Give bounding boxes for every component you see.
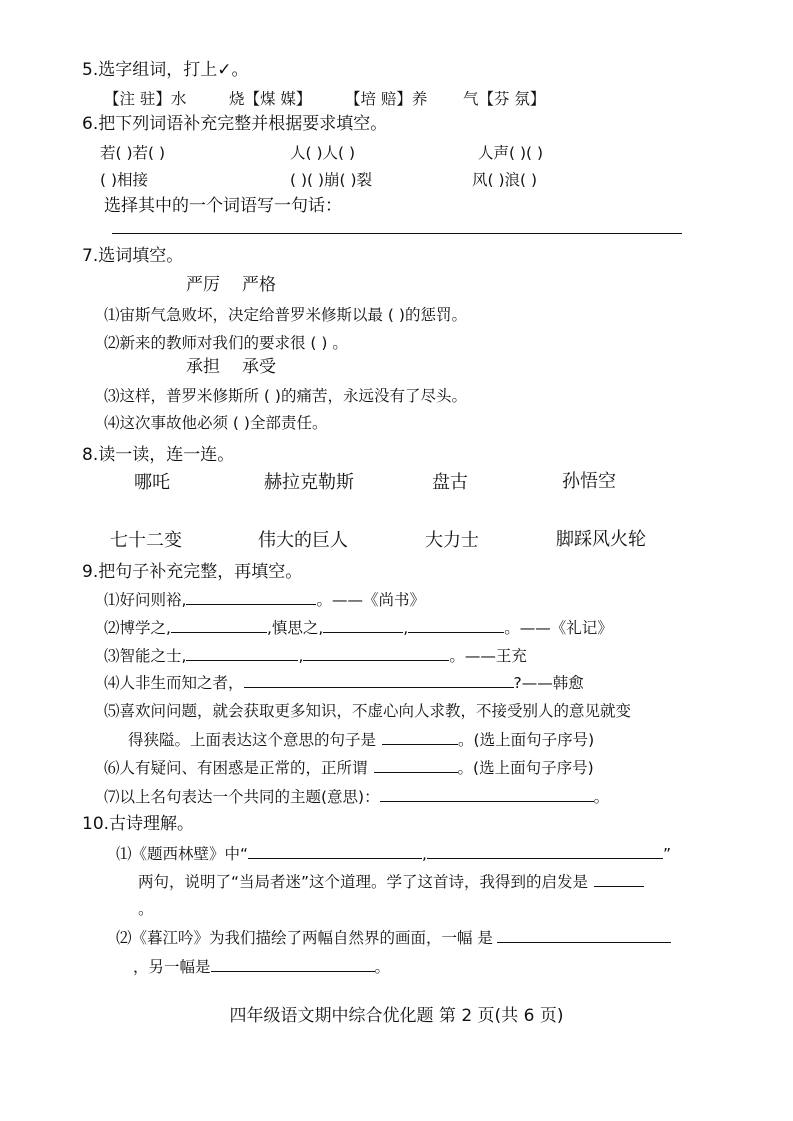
q9-l5-text-c: 。(选上面句子序号)	[458, 731, 595, 749]
q9-line-4	[104, 672, 584, 693]
q9-line-5b	[128, 729, 594, 750]
q8-top-2[interactable]: 赫拉克勒斯	[264, 472, 354, 493]
q9-l5-text-b: 得狭隘。上面表达这个意思的句子是	[128, 731, 377, 749]
q10-p1-blank-1[interactable]	[248, 843, 422, 859]
q5-title: 5.选字组词，打上✓。	[82, 60, 249, 80]
q8-top-3[interactable]: 盘古	[432, 472, 468, 493]
q7-word-3: 承担	[186, 357, 220, 377]
q9-l5-blank[interactable]	[382, 729, 458, 745]
q9-l6-text-b: 。(选上面句子序号)	[457, 759, 594, 777]
q9-l4-text-a: ⑷人非生而知之者，	[104, 674, 244, 692]
q10-p1-text-c: ”	[662, 845, 671, 863]
q10-p2-blank-2[interactable]	[211, 956, 375, 972]
q7-sentence-2: ⑵新来的教师对我们的要求很 ( ) 。	[104, 334, 348, 352]
q9-l7-text-b: 。	[593, 788, 610, 806]
q10-line-3	[116, 927, 671, 948]
q6-word-1: 若( )若( )	[100, 144, 166, 162]
q8-title: 8.读一读，连一连。	[82, 445, 235, 465]
q5-item-4: 气【芬 氛】	[463, 90, 546, 108]
q8-bottom-3[interactable]: 大力士	[425, 530, 479, 551]
q5-item-1: 【注 驻】水	[104, 90, 187, 108]
q7-sentence-4: ⑷这次事故他必须 ( )全部责任。	[104, 414, 328, 432]
q7-word-2: 严格	[242, 275, 276, 295]
q9-l2-text-a: ⑵博学之,	[104, 619, 171, 637]
q9-l3-text-c: 。——王充	[449, 647, 527, 665]
q6-word-5: ( )( )崩( )裂	[290, 171, 373, 189]
q9-l4-text-b: ?——韩愈	[513, 674, 584, 692]
q9-l2-text-c: ,	[403, 619, 409, 637]
q8-top-1[interactable]: 哪吒	[134, 472, 170, 493]
q10-line-1	[116, 843, 671, 864]
q8-bottom-4[interactable]: 脚踩风火轮	[556, 529, 646, 550]
q6-word-2: 人( )人( )	[290, 144, 356, 162]
q9-l1-text-a: ⑴好问则裕,	[104, 591, 187, 609]
q9-l2-blank-2[interactable]	[323, 617, 403, 633]
q7-sentence-3: ⑶这样，普罗米修斯所 ( )的痛苦，永远没有了尽头。	[104, 387, 467, 405]
q10-p1-text-b: ,	[422, 845, 427, 863]
q9-l1-blank[interactable]	[186, 589, 316, 605]
q9-l3-blank-1[interactable]	[186, 645, 298, 661]
q6-word-4: ( )相接	[100, 171, 149, 189]
q10-p2-text-b: ，另一幅是	[133, 958, 211, 976]
q9-line-2	[104, 617, 613, 638]
q10-p2-text-a: ⑵《暮江吟》为我们描绘了两幅自然界的画面，一幅 是	[116, 929, 493, 947]
q10-p1-end: 。	[138, 900, 154, 918]
q10-p1-blank-3[interactable]	[594, 871, 644, 887]
q9-l6-text-a: ⑹人有疑问、有困惑是正常的，正所谓	[104, 759, 368, 777]
q9-l7-blank[interactable]	[380, 786, 594, 802]
q9-l3-blank-2[interactable]	[303, 645, 449, 661]
q9-line-5a: ⑸喜欢问问题，就会获取更多知识，不虚心向人求教，不接受别人的意见就变	[104, 702, 632, 720]
q9-title: 9.把句子补充完整，再填空。	[82, 562, 303, 582]
q10-p1-blank-2[interactable]	[427, 843, 663, 859]
q10-p2-blank-1[interactable]	[497, 927, 671, 943]
q9-l3-text-a: ⑶智能之士,	[104, 647, 187, 665]
q9-l2-text-b: ,慎思之,	[266, 619, 324, 637]
q7-sentence-1: ⑴宙斯气急败坏，决定给普罗米修斯以最 ( )的惩罚。	[104, 306, 467, 324]
q9-l4-blank[interactable]	[244, 672, 514, 688]
q9-l2-blank-1[interactable]	[171, 617, 267, 633]
q10-p2-text-c: 。	[374, 958, 391, 976]
q9-l6-blank[interactable]	[374, 757, 458, 773]
q5-item-3: 【培 赔】养	[345, 90, 428, 108]
q10-line-2	[138, 871, 644, 892]
q8-bottom-2[interactable]: 伟大的巨人	[258, 530, 348, 551]
q9-line-7	[104, 786, 609, 807]
q9-l7-text-a: ⑺以上名句表达一个共同的主题(意思)：	[104, 788, 380, 806]
q9-line-1	[104, 589, 425, 610]
q10-p1-text-d: 两句，说明了“当局者迷”这个道理。学了这首诗，我得到的启发是	[138, 873, 589, 891]
q9-l2-blank-3[interactable]	[408, 617, 504, 633]
q6-word-6: 风( )浪( )	[472, 171, 538, 189]
q10-p1-text-a: ⑴《题西林壁》中“	[116, 845, 249, 863]
q9-l2-text-d: 。——《礼记》	[504, 619, 613, 637]
q6-prompt: 选择其中的一个词语写一句话：	[104, 196, 342, 216]
q9-l3-text-b: ,	[298, 647, 304, 665]
q9-l1-text-b: 。——《尚书》	[316, 591, 425, 609]
q5-item-2: 烧【煤 媒】	[229, 90, 312, 108]
q7-word-1: 严厉	[186, 275, 220, 295]
q9-line-3	[104, 645, 527, 666]
q6-word-3: 人声( )( )	[478, 144, 544, 162]
q9-line-6	[104, 757, 594, 778]
q10-title: 10.古诗理解。	[82, 814, 195, 834]
q7-word-4: 承受	[242, 357, 276, 377]
q8-top-4[interactable]: 孙悟空	[562, 471, 616, 492]
q6-title: 6.把下列词语补充完整并根据要求填空。	[82, 114, 388, 134]
q6-answer-line[interactable]	[112, 233, 682, 234]
q7-title: 7.选词填空。	[82, 246, 184, 266]
page-footer: 四年级语文期中综合优化题 第 2 页(共 6 页)	[229, 1006, 564, 1026]
q10-line-4	[133, 956, 390, 977]
q8-bottom-1[interactable]: 七十二变	[110, 530, 182, 551]
